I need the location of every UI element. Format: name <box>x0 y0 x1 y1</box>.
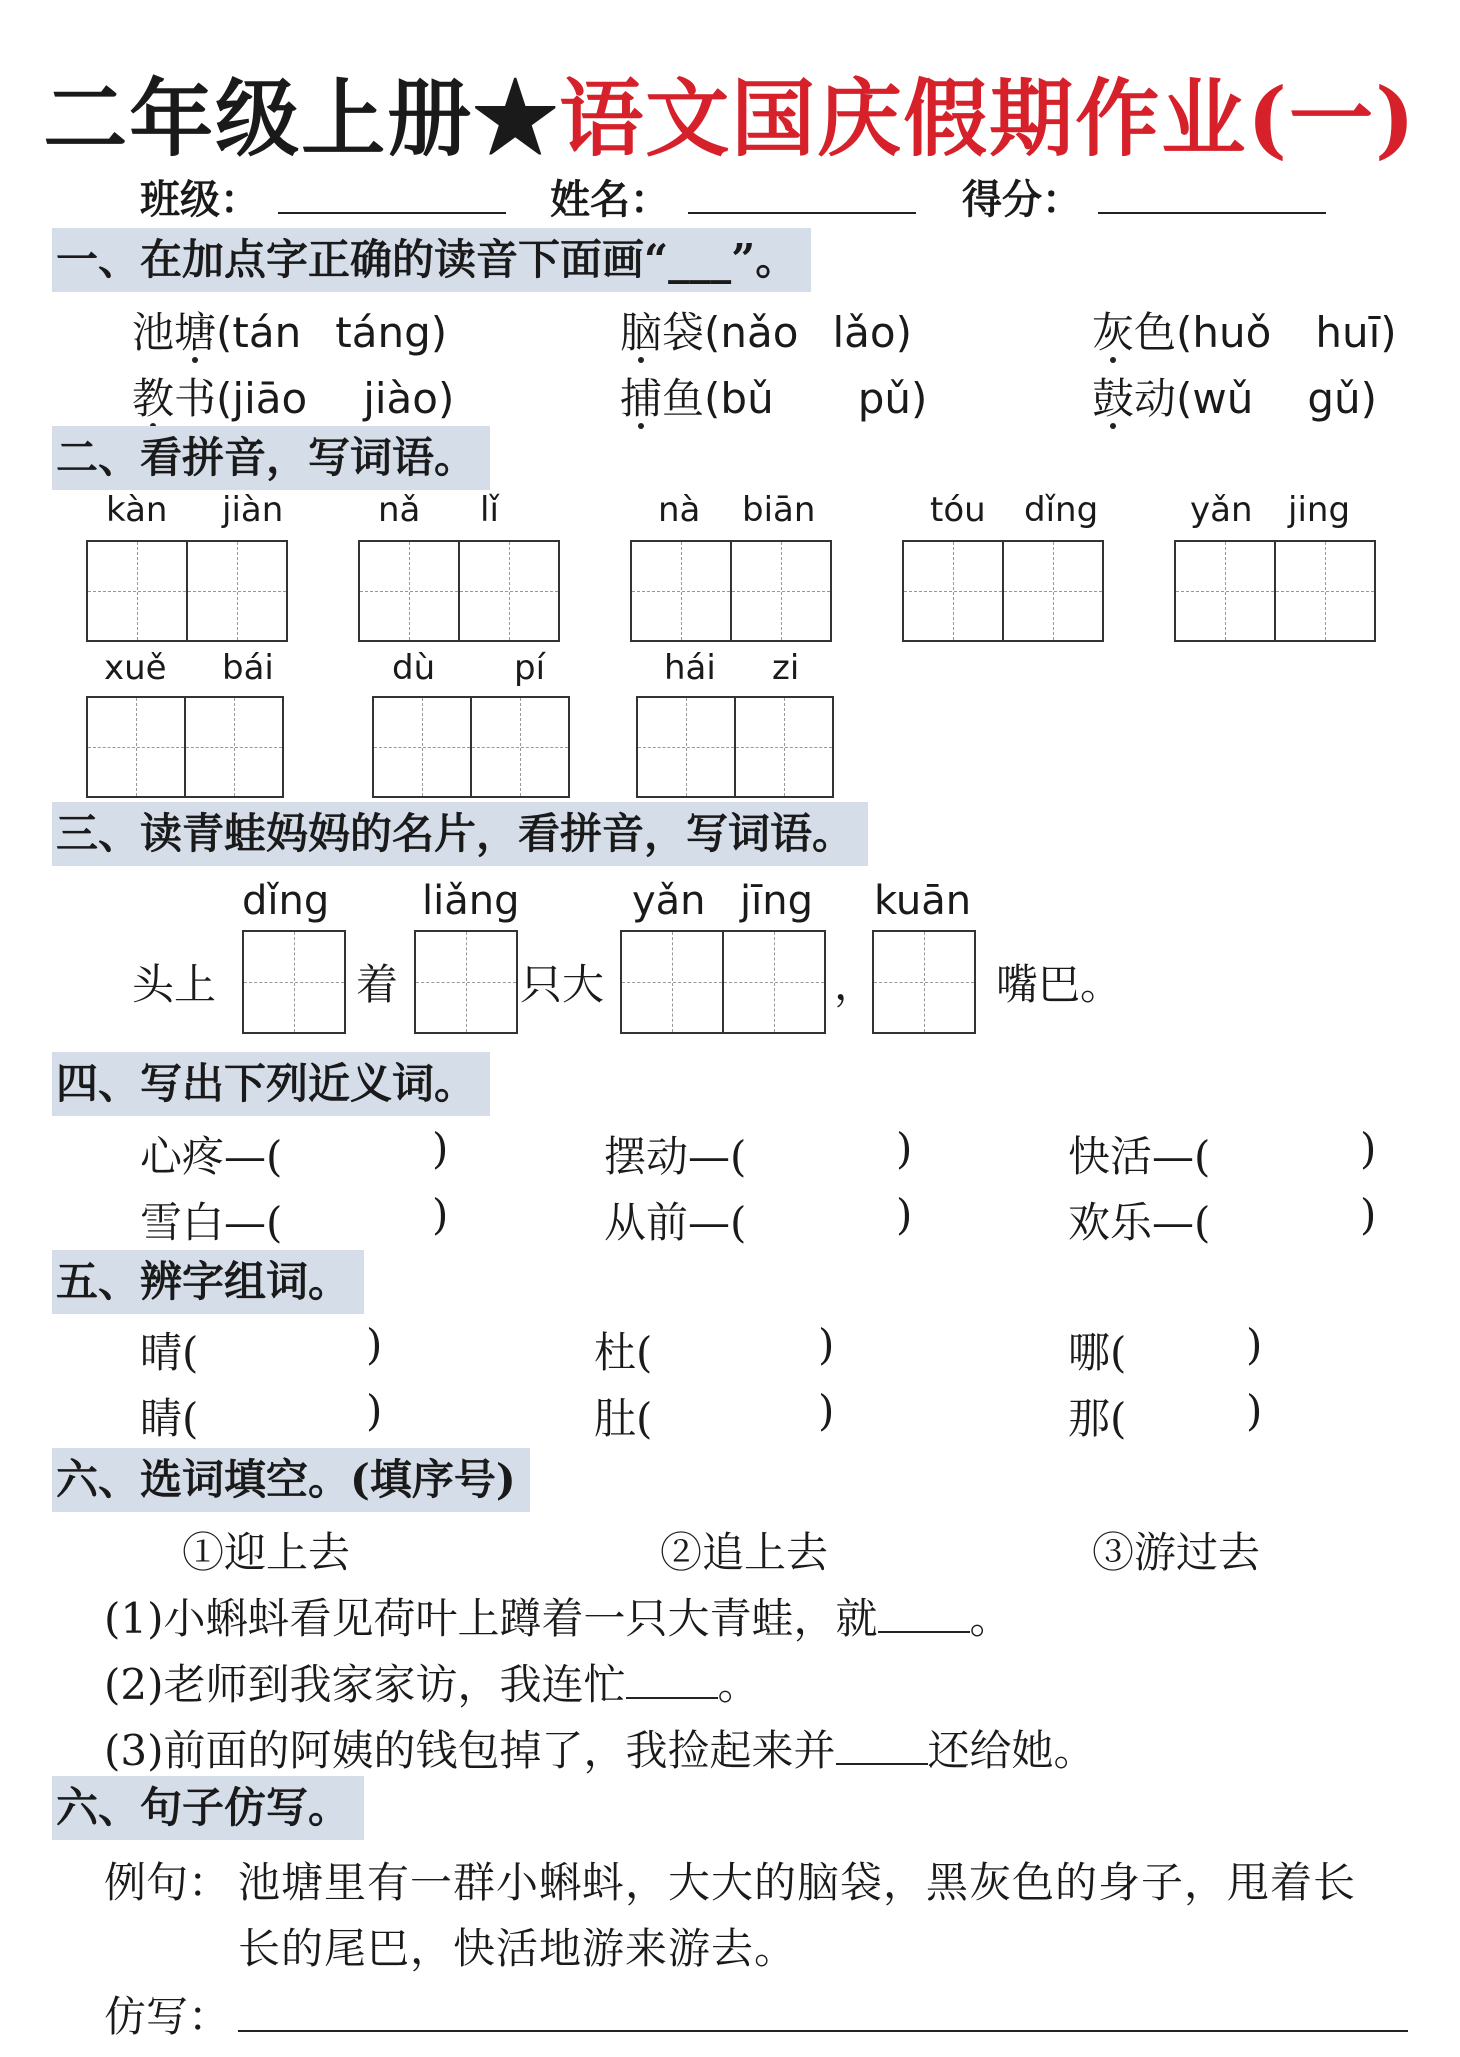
writing-grid[interactable] <box>902 540 1004 642</box>
s2-pinyin: dǐng <box>1024 490 1099 530</box>
section-6-heading: 六、选词填空。(填序号) <box>52 1448 530 1512</box>
s2-pinyin: lǐ <box>480 490 499 530</box>
answer-blank[interactable] <box>836 1727 928 1765</box>
writing-grid[interactable] <box>1002 540 1104 642</box>
s3-text: 嘴巴。 <box>996 960 1123 1009</box>
s1-item-3: 灰色(huǒ huī) <box>1092 308 1397 357</box>
s6-question-1: (1)小蝌蚪看见荷叶上蹲着一只大青蛙，就 。 <box>104 1594 1012 1643</box>
s2-pinyin: dù <box>392 648 436 688</box>
example-line-1: 池塘里有一群小蝌蚪，大大的脑袋，黑灰色的身子，甩着长 <box>238 1858 1357 1907</box>
section-1-heading: 一、在加点字正确的读音下面画“___”。 <box>52 228 811 292</box>
title-prefix: 二年级上册★ <box>43 69 560 168</box>
writing-grid[interactable] <box>1174 540 1276 642</box>
writing-grid[interactable] <box>620 930 724 1034</box>
class-field[interactable] <box>278 212 506 214</box>
s2-pinyin: jing <box>1288 490 1351 530</box>
s2-pinyin: tóu <box>930 490 986 530</box>
section-5-heading: 五、辨字组词。 <box>52 1250 364 1314</box>
writing-grid[interactable] <box>242 930 346 1034</box>
score-label: 得分： <box>962 176 1082 223</box>
s2-pinyin: xuě <box>104 648 167 688</box>
title-main: 语文国庆假期作业(一) <box>559 69 1417 168</box>
writing-grid[interactable] <box>730 540 832 642</box>
example-line-2: 长的尾巴，快活地游来游去。 <box>238 1924 798 1973</box>
page-title <box>0 52 1460 173</box>
writing-grid[interactable] <box>458 540 560 642</box>
s5-close: ) <box>366 1320 383 1369</box>
s2-pinyin: pí <box>514 648 546 688</box>
s1-item-1: 池塘(tán táng) <box>132 308 448 357</box>
s2-pinyin: zi <box>772 648 800 688</box>
s3-text: ， <box>834 960 877 1009</box>
s2-pinyin: nǎ <box>378 490 421 530</box>
s2-pinyin: nà <box>658 490 701 530</box>
s3-pinyin: liǎng <box>422 878 520 924</box>
s1-item-4: 教书(jiāo jiào) <box>132 374 455 423</box>
writing-grid[interactable] <box>358 540 460 642</box>
s3-text: 头上 <box>132 960 217 1009</box>
imitate-answer-line[interactable] <box>238 2030 1408 2032</box>
s5-item: 杜( <box>594 1328 653 1377</box>
writing-grid[interactable] <box>186 540 288 642</box>
imitate-label: 仿写： <box>104 1992 231 2041</box>
s5-item: 那( <box>1068 1394 1127 1443</box>
s2-pinyin: bái <box>222 648 274 688</box>
s3-pinyin: dǐng <box>242 878 330 924</box>
s5-item: 晴( <box>140 1328 199 1377</box>
writing-grid[interactable] <box>636 696 736 798</box>
answer-blank[interactable] <box>878 1595 970 1633</box>
s5-close: ) <box>1246 1386 1263 1435</box>
s3-pinyin: yǎn <box>632 878 706 924</box>
writing-grid[interactable] <box>1274 540 1376 642</box>
s4-item: 欢乐—( <box>1068 1198 1211 1247</box>
s5-close: ) <box>366 1386 383 1435</box>
score-field[interactable] <box>1098 212 1326 214</box>
s4-item: 心疼—( <box>140 1132 283 1181</box>
s4-close: ) <box>896 1124 913 1173</box>
answer-blank[interactable] <box>626 1661 718 1699</box>
writing-grid[interactable] <box>734 696 834 798</box>
s6-option: ②追上去 <box>660 1528 829 1577</box>
s5-item: 肚( <box>594 1394 653 1443</box>
section-7-heading: 六、句子仿写。 <box>52 1776 364 1840</box>
s5-item: 睛( <box>140 1394 199 1443</box>
s2-pinyin: kàn <box>106 490 168 530</box>
s4-close: ) <box>432 1124 449 1173</box>
s1-item-2: 脑袋(nǎo lǎo) <box>620 308 912 357</box>
writing-grid[interactable] <box>372 696 472 798</box>
s1-item-6: 鼓动(wǔ gǔ) <box>1092 374 1378 423</box>
s4-item: 雪白—( <box>140 1198 283 1247</box>
s5-close: ) <box>818 1386 835 1435</box>
s1-item-5: 捕鱼(bǔ pǔ) <box>620 374 928 423</box>
writing-grid[interactable] <box>872 930 976 1034</box>
name-field[interactable] <box>688 212 916 214</box>
s3-pinyin: kuān <box>874 878 972 924</box>
s6-question-2: (2)老师到我家家访，我连忙 。 <box>104 1660 760 1709</box>
s2-pinyin: hái <box>664 648 716 688</box>
class-label: 班级： <box>140 176 260 223</box>
section-3-heading: 三、读青蛙妈妈的名片，看拼音，写词语。 <box>52 802 868 866</box>
s4-close: ) <box>1360 1190 1377 1239</box>
s4-close: ) <box>432 1190 449 1239</box>
s4-close: ) <box>896 1190 913 1239</box>
s2-pinyin: biān <box>742 490 816 530</box>
s4-item: 摆动—( <box>604 1132 747 1181</box>
writing-grid[interactable] <box>630 540 732 642</box>
writing-grid[interactable] <box>86 696 186 798</box>
s4-close: ) <box>1360 1124 1377 1173</box>
writing-grid[interactable] <box>722 930 826 1034</box>
writing-grid[interactable] <box>86 540 188 642</box>
s3-pinyin: jīng <box>740 878 813 924</box>
s6-option: ①迎上去 <box>182 1528 351 1577</box>
writing-grid[interactable] <box>414 930 518 1034</box>
s2-pinyin: yǎn <box>1190 490 1253 530</box>
s5-close: ) <box>1246 1320 1263 1369</box>
s5-close: ) <box>818 1320 835 1369</box>
s4-item: 从前—( <box>604 1198 747 1247</box>
writing-grid[interactable] <box>470 696 570 798</box>
s2-pinyin: jiàn <box>222 490 284 530</box>
s6-question-3: (3)前面的阿姨的钱包掉了，我捡起来并 还给她。 <box>104 1726 1096 1775</box>
s3-text: 着 <box>356 960 399 1009</box>
name-label: 姓名： <box>550 176 670 223</box>
s6-option: ③游过去 <box>1092 1528 1261 1577</box>
writing-grid[interactable] <box>184 696 284 798</box>
example-label: 例句： <box>104 1858 231 1907</box>
section-4-heading: 四、写出下列近义词。 <box>52 1052 490 1116</box>
s3-text: 只大 <box>520 960 605 1009</box>
s5-item: 哪( <box>1068 1328 1127 1377</box>
section-2-heading: 二、看拼音，写词语。 <box>52 426 490 490</box>
s4-item: 快活—( <box>1068 1132 1211 1181</box>
